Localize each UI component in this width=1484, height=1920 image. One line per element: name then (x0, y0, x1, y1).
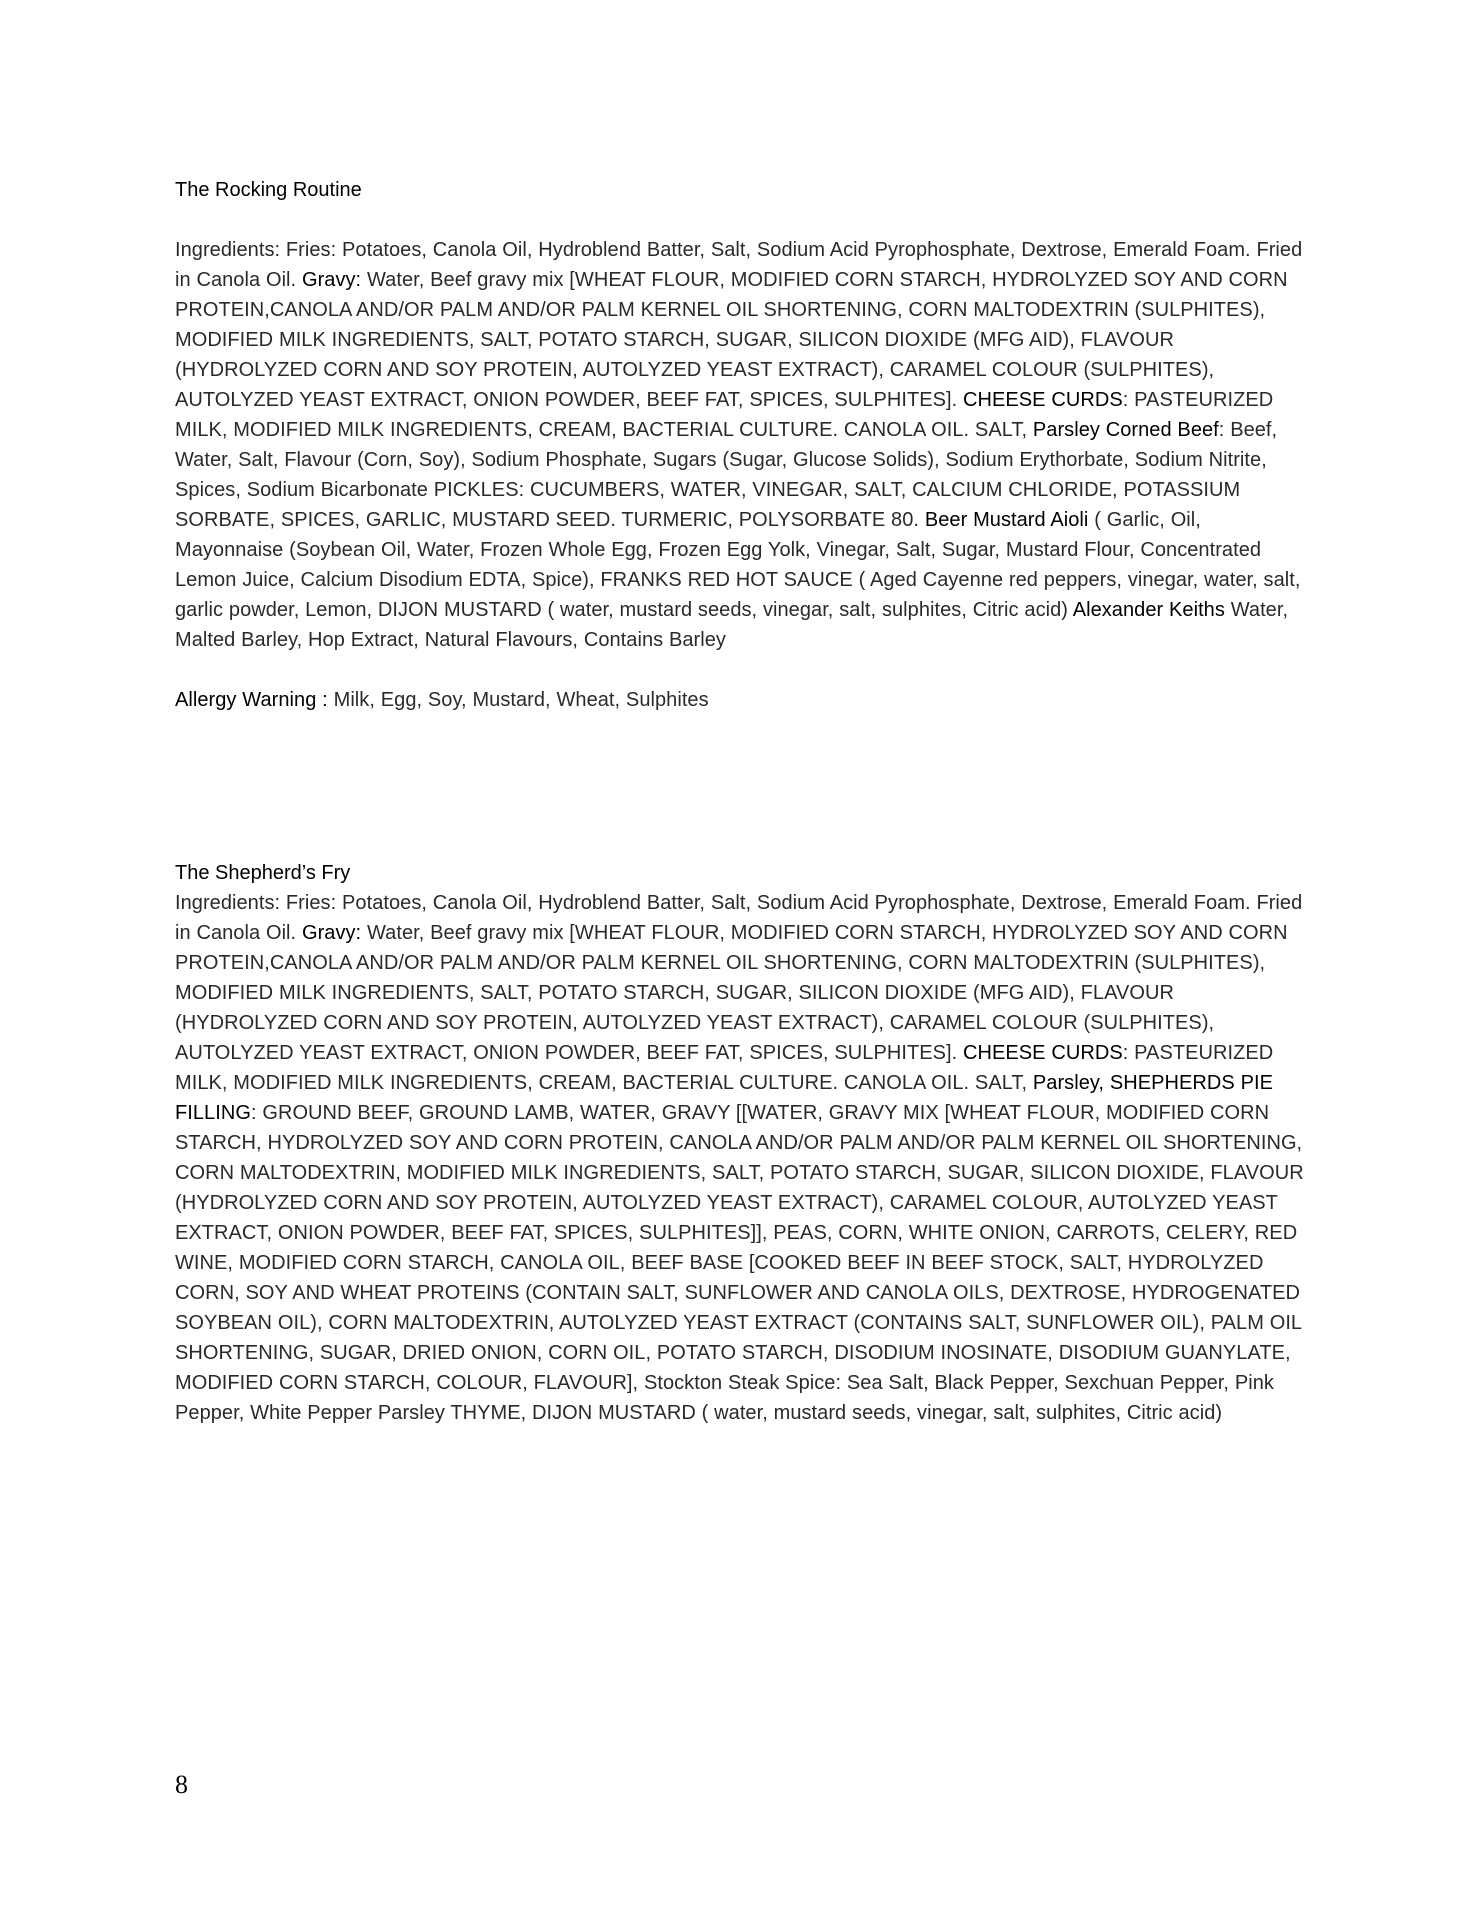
ingredients-segment: Ingredients: Fries: Potatoes, Canola Oil, Hydroblend Batter, Salt, Sodium Acid Pyrophosphate, Dextrose, Emerald Foam. Fried in Canola Oil. (175, 892, 1303, 944)
ingredient-group-label: CHEESE CURDS (963, 1042, 1123, 1064)
allergy-warning (175, 685, 1310, 715)
ingredient-group-label: CHEESE CURDS (963, 389, 1123, 411)
menu-item-shepherds-fry (175, 858, 1310, 1428)
ingredient-group-label: Alexander Keiths (1072, 599, 1225, 621)
ingredients-segment: : PASTEURIZED MILK, MODIFIED MILK INGREDIENTS, CREAM, BACTERIAL CULTURE. CANOLA OIL. SALT, (175, 1042, 1274, 1094)
ingredients-segment: Water, Beef gravy mix [WHEAT FLOUR, MODIFIED CORN STARCH, HYDROLYZED SOY AND CORN PROTEIN,CANOLA AND/OR PALM AND/OR PALM KERNEL OIL SHORTENING, CORN MALTODEXTRIN (SULPHITES), MODIFIED MILK INGREDIENTS, SALT, POTATO STARCH, SUGAR, SILICON DIOXIDE (MFG AID), FLAVOUR (HYDROLYZED CORN AND SOY PROTEIN, AUTOLYZED YEAST EXTRACT), CARAMEL COLOUR (SULPHITES), AUTOLYZED YEAST EXTRACT, ONION POWDER, BEEF FAT, SPICES, SULPHITES]. (175, 922, 1288, 1064)
ingredients-paragraph (175, 888, 1310, 1428)
allergy-warning-text: Milk, Egg, Soy, Mustard, Wheat, Sulphites (327, 689, 709, 711)
ingredients-paragraph (175, 235, 1310, 655)
ingredient-group-label: Parsley Corned Beef (1032, 419, 1219, 441)
page-number: 8 (175, 1770, 188, 1799)
ingredient-group-label: Gravy: (301, 269, 362, 291)
ingredients-segment: Ingredients: Fries: Potatoes, Canola Oil, Hydroblend Batter, Salt, Sodium Acid Pyrophosphate, Dextrose, Emerald Foam. Fried in Canola Oil. (175, 239, 1303, 291)
ingredients-segment: : Beef, Water, Salt, Flavour (Corn, Soy), Sodium Phosphate, Sugars (Sugar, Glucose Solids), Sodium Erythorbate, Sodium Nitrite, Spices, Sodium Bicarbonate PICKLES: CUCUMBERS, WATER, VINEGAR, SALT, CALCIUM CHLORIDE, POTASSIUM SORBATE, SPICES, GARLIC, MUSTARD SEED. TURMERIC, POLYSORBATE 80. (175, 419, 1278, 531)
ingredients-segment: Water, Beef gravy mix [WHEAT FLOUR, MODIFIED CORN STARCH, HYDROLYZED SOY AND CORN PROTEIN,CANOLA AND/OR PALM AND/OR PALM KERNEL OIL SHORTENING, CORN MALTODEXTRIN (SULPHITES), MODIFIED MILK INGREDIENTS, SALT, POTATO STARCH, SUGAR, SILICON DIOXIDE (MFG AID), FLAVOUR (HYDROLYZED CORN AND SOY PROTEIN, AUTOLYZED YEAST EXTRACT), CARAMEL COLOUR (SULPHITES), AUTOLYZED YEAST EXTRACT, ONION POWDER, BEEF FAT, SPICES, SULPHITES]. (175, 269, 1288, 411)
allergy-warning-label: Allergy Warning : (175, 689, 328, 711)
menu-item-rocking-routine (175, 175, 1310, 715)
ingredients-segment: : GROUND BEEF, GROUND LAMB, WATER, GRAVY [[WATER, GRAVY MIX [WHEAT FLOUR, MODIFIED CORN STARCH, HYDROLYZED SOY AND CORN PROTEIN, CANOLA AND/OR PALM AND/OR PALM KERNEL OIL SHORTENING, CORN MALTODEXTRIN, MODIFIED MILK INGREDIENTS, SALT, POTATO STARCH, SUGAR, SILICON DIOXIDE, FLAVOUR (HYDROLYZED CORN AND SOY PROTEIN, AUTOLYZED YEAST EXTRACT), CARAMEL COLOUR, AUTOLYZED YEAST EXTRACT, ONION POWDER, BEEF FAT, SPICES, SULPHITES]], PEAS, CORN, WHITE ONION, CARROTS, CELERY, RED WINE, MODIFIED CORN STARCH, CANOLA OIL, BEEF BASE [COOKED BEEF IN BEEF STOCK, SALT, HYDROLYZED CORN, SOY AND WHEAT PROTEINS (CONTAIN SALT, SUNFLOWER AND CANOLA OILS, DEXTROSE, HYDROGENATED SOYBEAN OIL), CORN MALTODEXTRIN, AUTOLYZED YEAST EXTRACT (CONTAINS SALT, SUNFLOWER OIL), PALM OIL SHORTENING, SUGAR, DRIED ONION, CORN OIL, POTATO STARCH, DISODIUM INOSINATE, DISODIUM GUANYLATE, MODIFIED CORN STARCH, COLOUR, FLAVOUR], Stockton Steak Spice: Sea Salt, Black Pepper, Sexchuan Pepper, Pink Pepper, White Pepper Parsley THYME, DIJON MUSTARD ( water, mustard seeds, vinegar, salt, sulphites, Citric acid) (175, 1102, 1304, 1424)
ingredients-segment: Water, Malted Barley, Hop Extract, Natural Flavours, Contains Barley (175, 599, 1289, 651)
ingredient-group-label: Beer Mustard Aioli (924, 509, 1089, 531)
item-title: The Shepherd’s Fry (175, 862, 351, 884)
ingredient-group-label: Parsley, SHEPHERDS PIE FILLING (175, 1072, 1273, 1124)
ingredients-segment: : PASTEURIZED MILK, MODIFIED MILK INGREDIENTS, CREAM, BACTERIAL CULTURE. CANOLA OIL. SALT, (175, 389, 1274, 441)
spacer (175, 655, 1310, 685)
ingredients-segment: ( Garlic, Oil, Mayonnaise (Soybean Oil, Water, Frozen Whole Egg, Frozen Egg Yolk, Vinegar, Salt, Sugar, Mustard Flour, Concentrated Lemon Juice, Calcium Disodium EDTA, Spice), FRANKS RED HOT SAUCE ( Aged Cayenne red peppers, vinegar, water, salt, garlic powder, Lemon, DIJON MUSTARD ( water, mustard seeds, vinegar, salt, sulphites, Citric acid) (175, 509, 1301, 621)
item-title: The Rocking Routine (175, 179, 362, 201)
spacer (175, 205, 1310, 235)
ingredient-group-label: Gravy: (301, 922, 362, 944)
